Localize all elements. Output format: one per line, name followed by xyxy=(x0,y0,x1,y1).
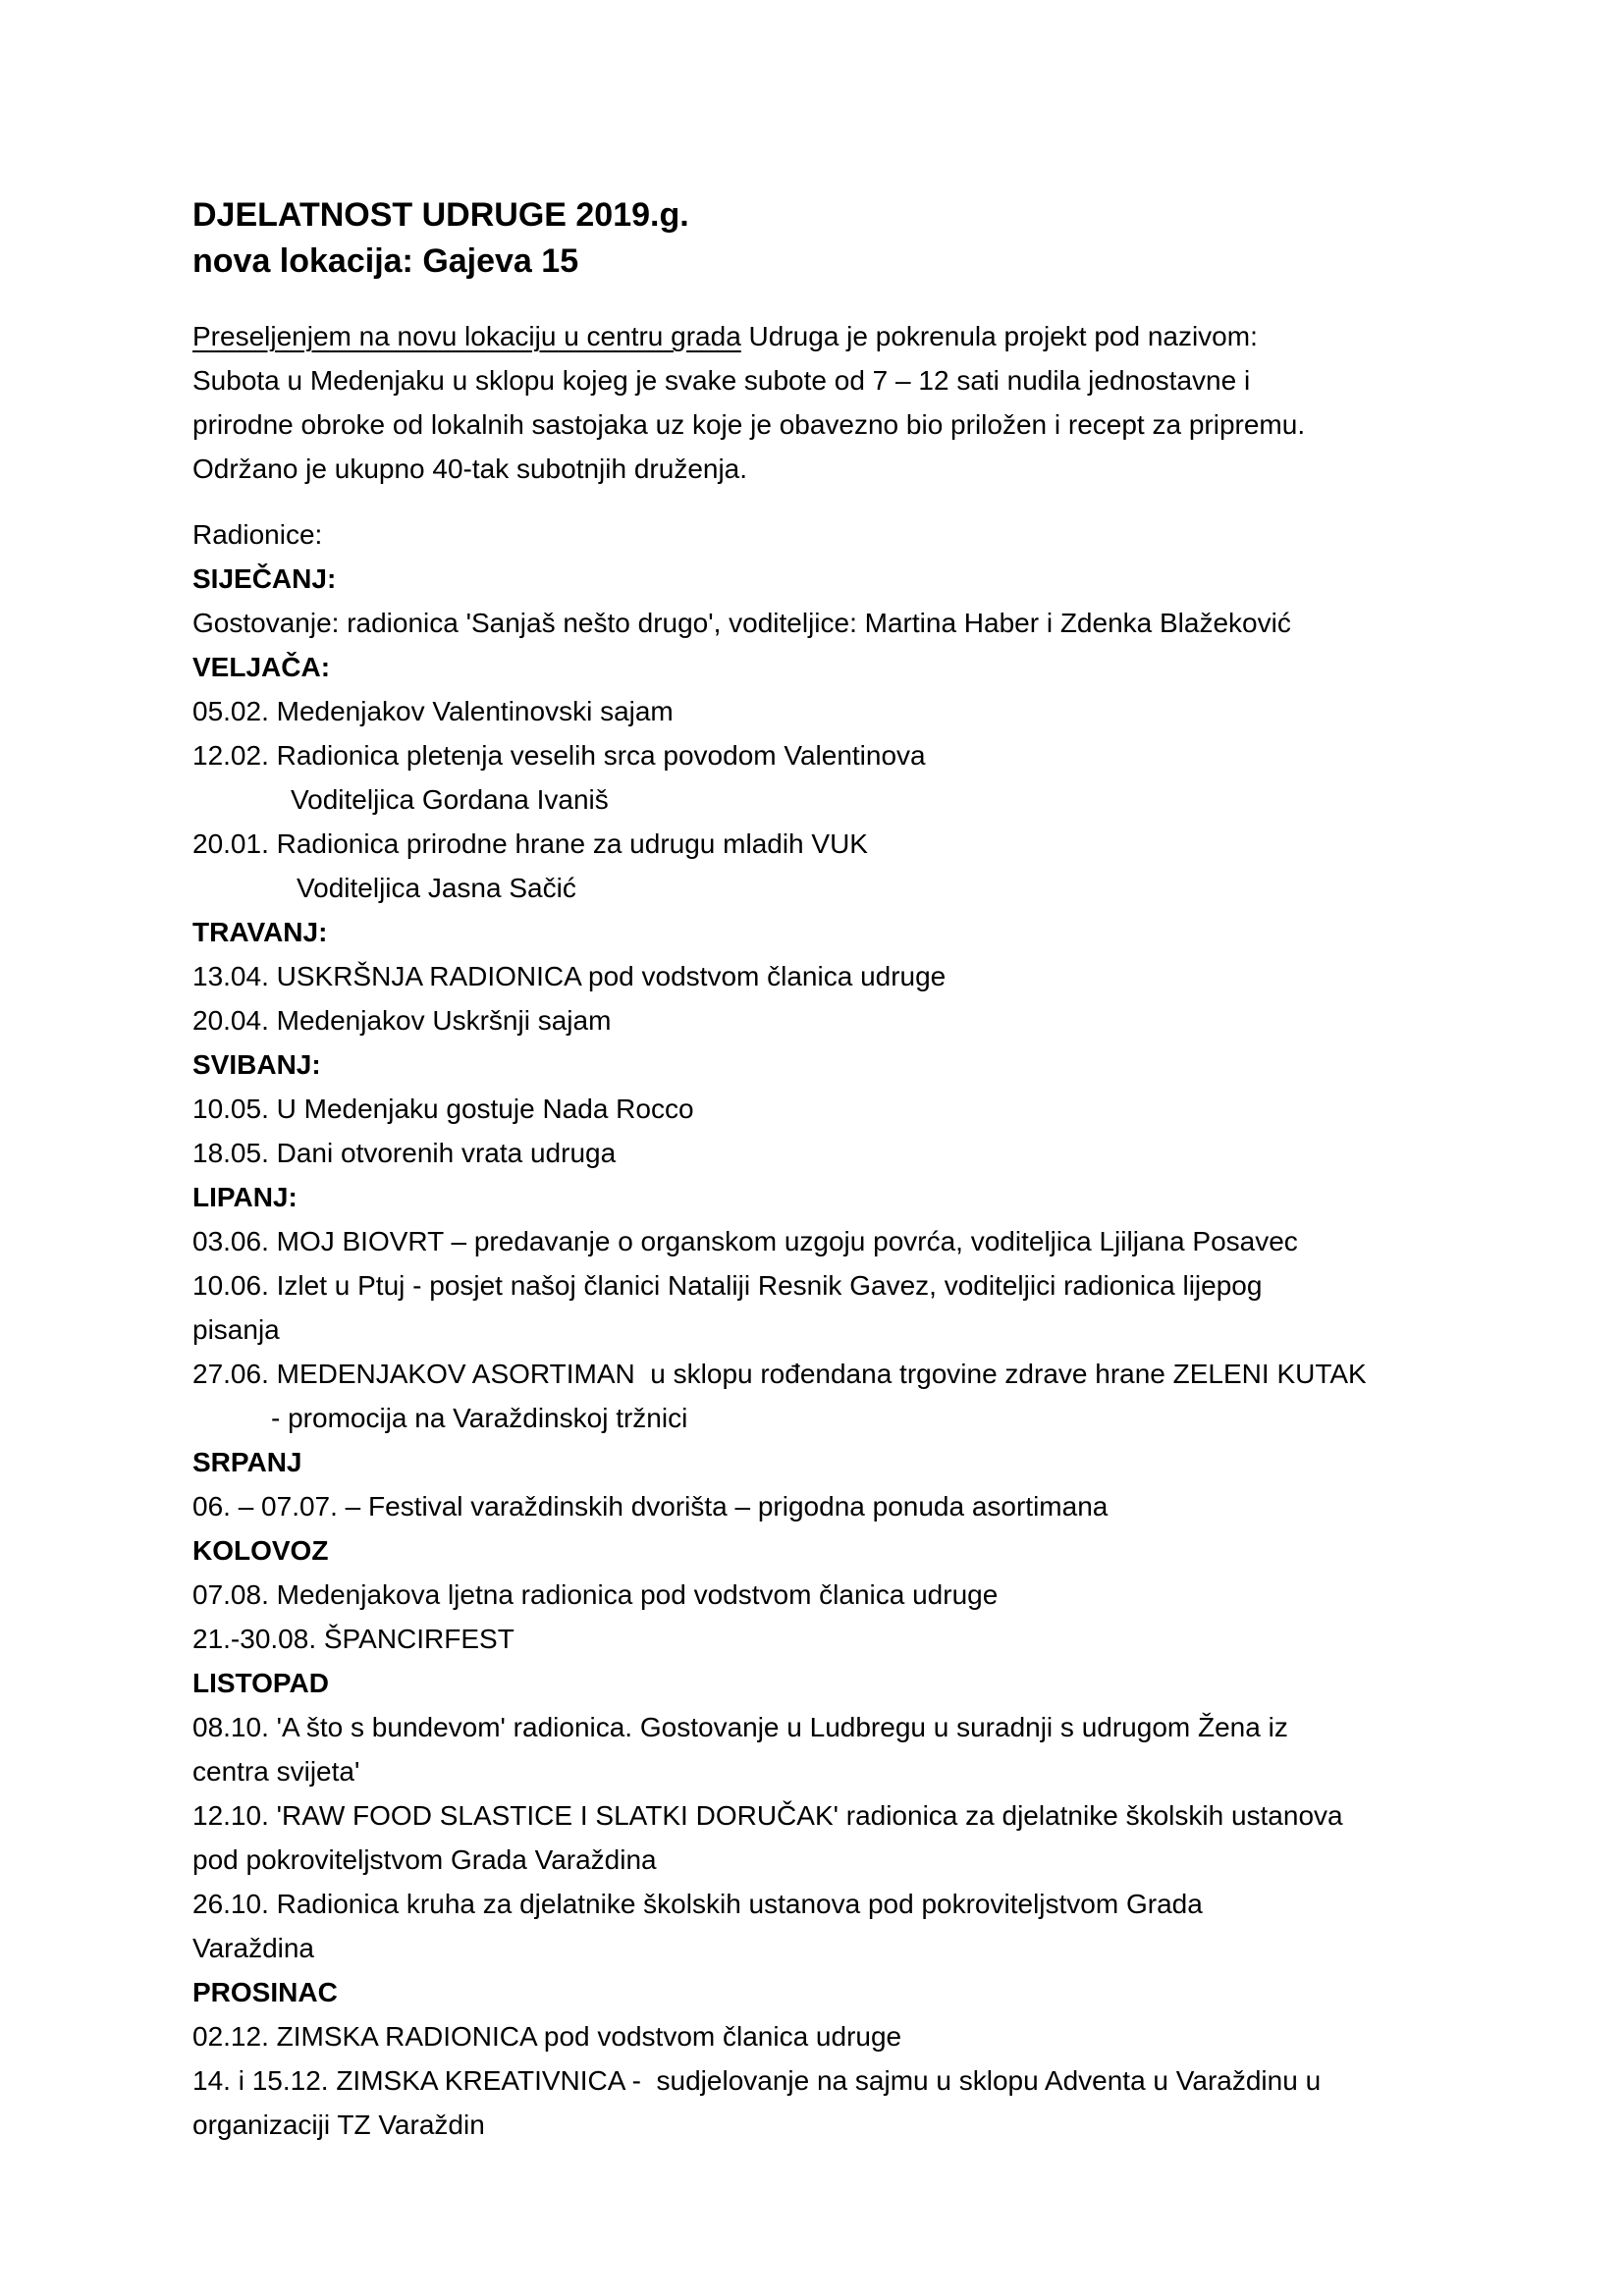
event-line-continuation: pod pokroviteljstvom Grada Varaždina xyxy=(192,1844,657,1875)
event-line-continuation: - promocija na Varaždinskoj tržnici xyxy=(271,1403,688,1433)
radionice-label: Radionice: xyxy=(192,519,323,550)
document-title xyxy=(192,192,1467,285)
event-line: 05.02. Medenjakov Valentinovski sajam xyxy=(192,696,674,726)
document-title-line1: DJELATNOST UDRUGE 2019.g. xyxy=(192,196,689,234)
event-line: 03.06. MOJ BIOVRT – predavanje o organskom uzgoju povrća, voditeljica Ljiljana Posavec xyxy=(192,1226,1298,1256)
event-line: 08.10. 'A što s bundevom' radionica. Gostovanje u Ludbregu u suradnji s udrugom Žena iz xyxy=(192,1712,1288,1742)
intro-line1 xyxy=(192,314,1467,358)
event-line-continuation: organizaciji TZ Varaždin xyxy=(192,2109,485,2140)
event-line: 14. i 15.12. ZIMSKA KREATIVNICA - sudjelovanje na sajmu u sklopu Adventa u Varaždinu u xyxy=(192,2065,1322,2096)
event-line: 02.12. ZIMSKA RADIONICA pod vodstvom članica udruge xyxy=(192,2021,902,2052)
event-line: 20.04. Medenjakov Uskršnji sajam xyxy=(192,1005,612,1036)
event-line: 27.06. MEDENJAKOV ASORTIMAN u sklopu rođendana trgovine zdrave hrane ZELENI KUTAK xyxy=(192,1359,1367,1389)
intro-paragraph xyxy=(192,314,1467,491)
event-line: 06. – 07.07. – Festival varaždinskih dvorišta – prigodna ponuda asortimana xyxy=(192,1491,1109,1522)
intro-line2: Subota u Medenjaku u sklopu kojeg je svake subote od 7 – 12 sati nudila jednostavne i xyxy=(192,365,1251,396)
activities-list xyxy=(192,512,1467,2147)
event-line: 20.01. Radionica prirodne hrane za udrugu mladih VUK xyxy=(192,828,868,859)
month-heading-veljaca: VELJAČA: xyxy=(192,652,331,682)
event-line: Voditeljica Jasna Sačić xyxy=(297,873,576,903)
month-heading-sijecanj: SIJEČANJ: xyxy=(192,563,337,594)
event-line: 07.08. Medenjakova ljetna radionica pod vodstvom članica udruge xyxy=(192,1579,999,1610)
intro-line1-rest: Udruga je pokrenula projekt pod nazivom: xyxy=(740,321,1258,351)
month-heading-prosinac: PROSINAC xyxy=(192,1977,338,2007)
event-line: Gostovanje: radionica 'Sanjaš nešto drugo', voditeljice: Martina Haber i Zdenka Blažeković xyxy=(192,608,1291,638)
event-line: 26.10. Radionica kruha za djelatnike školskih ustanova pod pokroviteljstvom Grada xyxy=(192,1889,1203,1919)
month-heading-listopad: LISTOPAD xyxy=(192,1668,329,1698)
event-line: Voditeljica Gordana Ivaniš xyxy=(291,784,609,815)
intro-line3: prirodne obroke od lokalnih sastojaka uz koje je obavezno bio priložen i recept za pripremu. xyxy=(192,409,1306,440)
event-line: 21.-30.08. ŠPANCIRFEST xyxy=(192,1624,514,1654)
event-line: 18.05. Dani otvorenih vrata udruga xyxy=(192,1138,617,1168)
event-line-continuation: centra svijeta' xyxy=(192,1756,360,1787)
intro-line4: Održano je ukupno 40-tak subotnjih druženja. xyxy=(192,454,748,484)
event-line: 12.02. Radionica pletenja veselih srca povodom Valentinova xyxy=(192,740,926,771)
event-line: 10.05. U Medenjaku gostuje Nada Rocco xyxy=(192,1094,694,1124)
month-heading-travanj: TRAVANJ: xyxy=(192,917,328,947)
month-heading-kolovoz: KOLOVOZ xyxy=(192,1535,329,1566)
event-line: 12.10. 'RAW FOOD SLASTICE I SLATKI DORUČAK' radionica za djelatnike školskih ustanova xyxy=(192,1800,1343,1831)
month-heading-srpanj: SRPANJ xyxy=(192,1447,302,1477)
event-line: 13.04. USKRŠNJA RADIONICA pod vodstvom članica udruge xyxy=(192,961,947,991)
event-line: 10.06. Izlet u Ptuj - posjet našoj članici Nataliji Resnik Gavez, voditeljici radionica lijepog xyxy=(192,1270,1263,1301)
event-line-continuation: pisanja xyxy=(192,1314,280,1345)
month-heading-svibanj: SVIBANJ: xyxy=(192,1049,321,1080)
document-title-line2: nova lokacija: Gajeva 15 xyxy=(192,242,579,280)
event-line-continuation: Varaždina xyxy=(192,1933,315,1963)
intro-underlined-text: Preseljenjem na novu lokaciju u centru grada xyxy=(192,321,741,351)
month-heading-lipanj: LIPANJ: xyxy=(192,1182,298,1212)
